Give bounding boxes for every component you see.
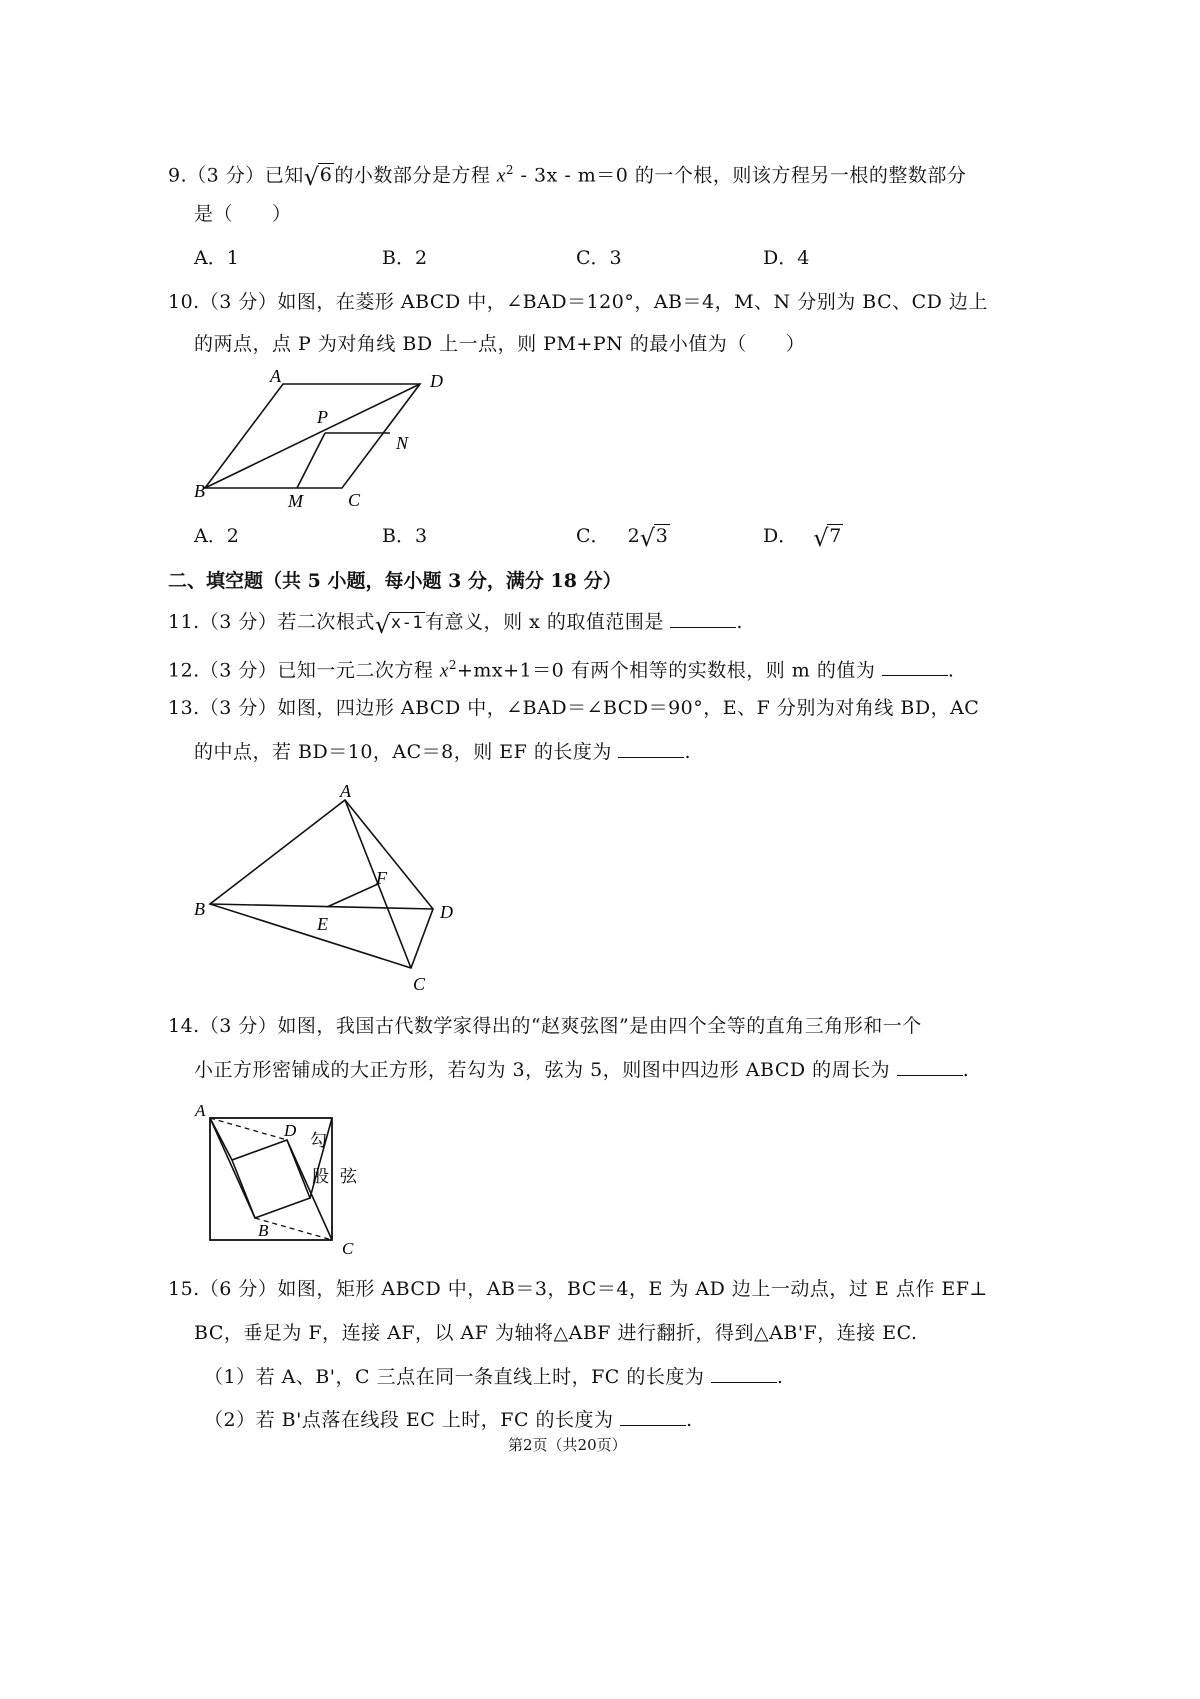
diagonal-bd (210, 904, 433, 909)
q14-zhaoshuang-figure (190, 1098, 380, 1258)
segment-ef (327, 884, 378, 907)
q13-line1: 13.（3 分）如图，四边形 ABCD 中，∠BAD＝∠BCD＝90°，E、F 分别为对角线 BD，AC (168, 697, 980, 719)
label-b: B (194, 899, 205, 919)
inner-square (232, 1140, 310, 1218)
q9-line1: 9.（3 分）已知 √ 6 的小数部分是方程 $x^2 - 3x - m=0$ 的一个根，则该方程另一根的整数部分 (168, 163, 967, 192)
q13-line2: 的中点，若 BD＝10，AC＝8，则 EF 的长度为 . (194, 741, 691, 763)
label-xian: 弦 (340, 1167, 357, 1187)
label-n: N (396, 433, 409, 453)
q12-line: 12.（3 分）已知一元二次方程 $x^2+mx+1=0$ 有两个相等的实数根，则 m 的值为 . (168, 658, 955, 682)
q12-answer-blank (882, 675, 948, 676)
dashed-ad (210, 1118, 287, 1140)
q9-option-b: B．2 (382, 247, 428, 269)
q10-option-c: C． 2 √ 3 (576, 524, 668, 552)
q10-option-c-sqrt: √ 3 (639, 524, 668, 552)
label-b: B (258, 1221, 269, 1240)
q10-option-b: B．3 (382, 525, 428, 547)
label-c: C (413, 974, 426, 994)
q13-answer-blank (618, 757, 684, 758)
q9-sqrt: √ 6 (303, 163, 333, 192)
q14-line2: 小正方形密铺成的大正方形，若勾为 3，弦为 5，则图中四边形 ABCD 的周长为 . (194, 1059, 970, 1081)
q10-option-a: A．2 (194, 525, 239, 547)
q9-option-c: C．3 (576, 247, 622, 269)
label-p: P (317, 407, 328, 427)
q15-sub1: （1）若 A、B'，C 三点在同一条直线上时，FC 的长度为 . (204, 1366, 784, 1388)
q14-answer-blank (897, 1075, 963, 1076)
q15-sub2-answer-blank (620, 1425, 686, 1426)
q9-prefix: 9.（3 分）已知 (168, 164, 304, 187)
label-gou: 勾 (310, 1131, 327, 1151)
q15-line1: 15.（6 分）如图，矩形 ABCD 中，AB＝3，BC＝4，E 为 AD 边上一动点，过 E 点作 EF⊥ (168, 1278, 988, 1300)
diagonal-bd (205, 384, 420, 488)
q15-sub1-answer-blank (711, 1382, 777, 1383)
q11-line: 11.（3 分）若二次根式 √ x-1 有意义，则 x 的取值范围是 . (168, 608, 743, 637)
label-a: A (195, 1101, 206, 1120)
page-footer: 第2页（共20页） (508, 1436, 627, 1454)
label-c: C (342, 1239, 354, 1258)
label-d: D (284, 1121, 297, 1140)
label-a: A (270, 366, 281, 386)
label-e: E (317, 914, 328, 934)
label-d: D (430, 371, 443, 391)
label-m: M (288, 491, 303, 511)
quad-abcd (210, 800, 433, 968)
q9-option-a: A．1 (194, 247, 239, 269)
q10-line1: 10.（3 分）如图，在菱形 ABCD 中，∠BAD＝120°，AB＝4，M、N 分别为 BC、CD 边上 (168, 291, 988, 313)
q10-option-d: D． √ 7 (763, 524, 842, 552)
q15-sub2: （2）若 B'点落在线段 EC 上时，FC 的长度为 . (204, 1409, 693, 1431)
label-d: D (440, 902, 453, 922)
q11-answer-blank (670, 627, 736, 628)
q9-line2: 是（ ） (194, 203, 292, 225)
q14-line1: 14.（3 分）如图，我国古代数学家得出的“赵爽弦图”是由四个全等的直角三角形和一个 (168, 1015, 922, 1037)
q10-option-d-sqrt: √ 7 (813, 524, 842, 552)
label-a: A (340, 781, 351, 801)
label-c: C (348, 490, 361, 510)
section-2-title: 二、填空题（共 5 小题，每小题 3 分，满分 18 分） (168, 570, 622, 592)
q9-option-d: D．4 (763, 247, 810, 269)
label-gu: 股 (312, 1167, 329, 1187)
q15-line2: BC，垂足为 F，连接 AF，以 AF 为轴将△ABF 进行翻折，得到△AB'F，连接 EC. (194, 1322, 918, 1344)
q13-quadrilateral-figure (190, 778, 460, 998)
label-b: B (194, 481, 205, 501)
q10-rhombus-figure (190, 365, 450, 515)
label-f: F (376, 868, 387, 888)
q11-sqrt: √ x-1 (374, 611, 424, 639)
q10-line2: 的两点，点 P 为对角线 BD 上一点，则 PM+PN 的最小值为（ ） (194, 333, 806, 355)
